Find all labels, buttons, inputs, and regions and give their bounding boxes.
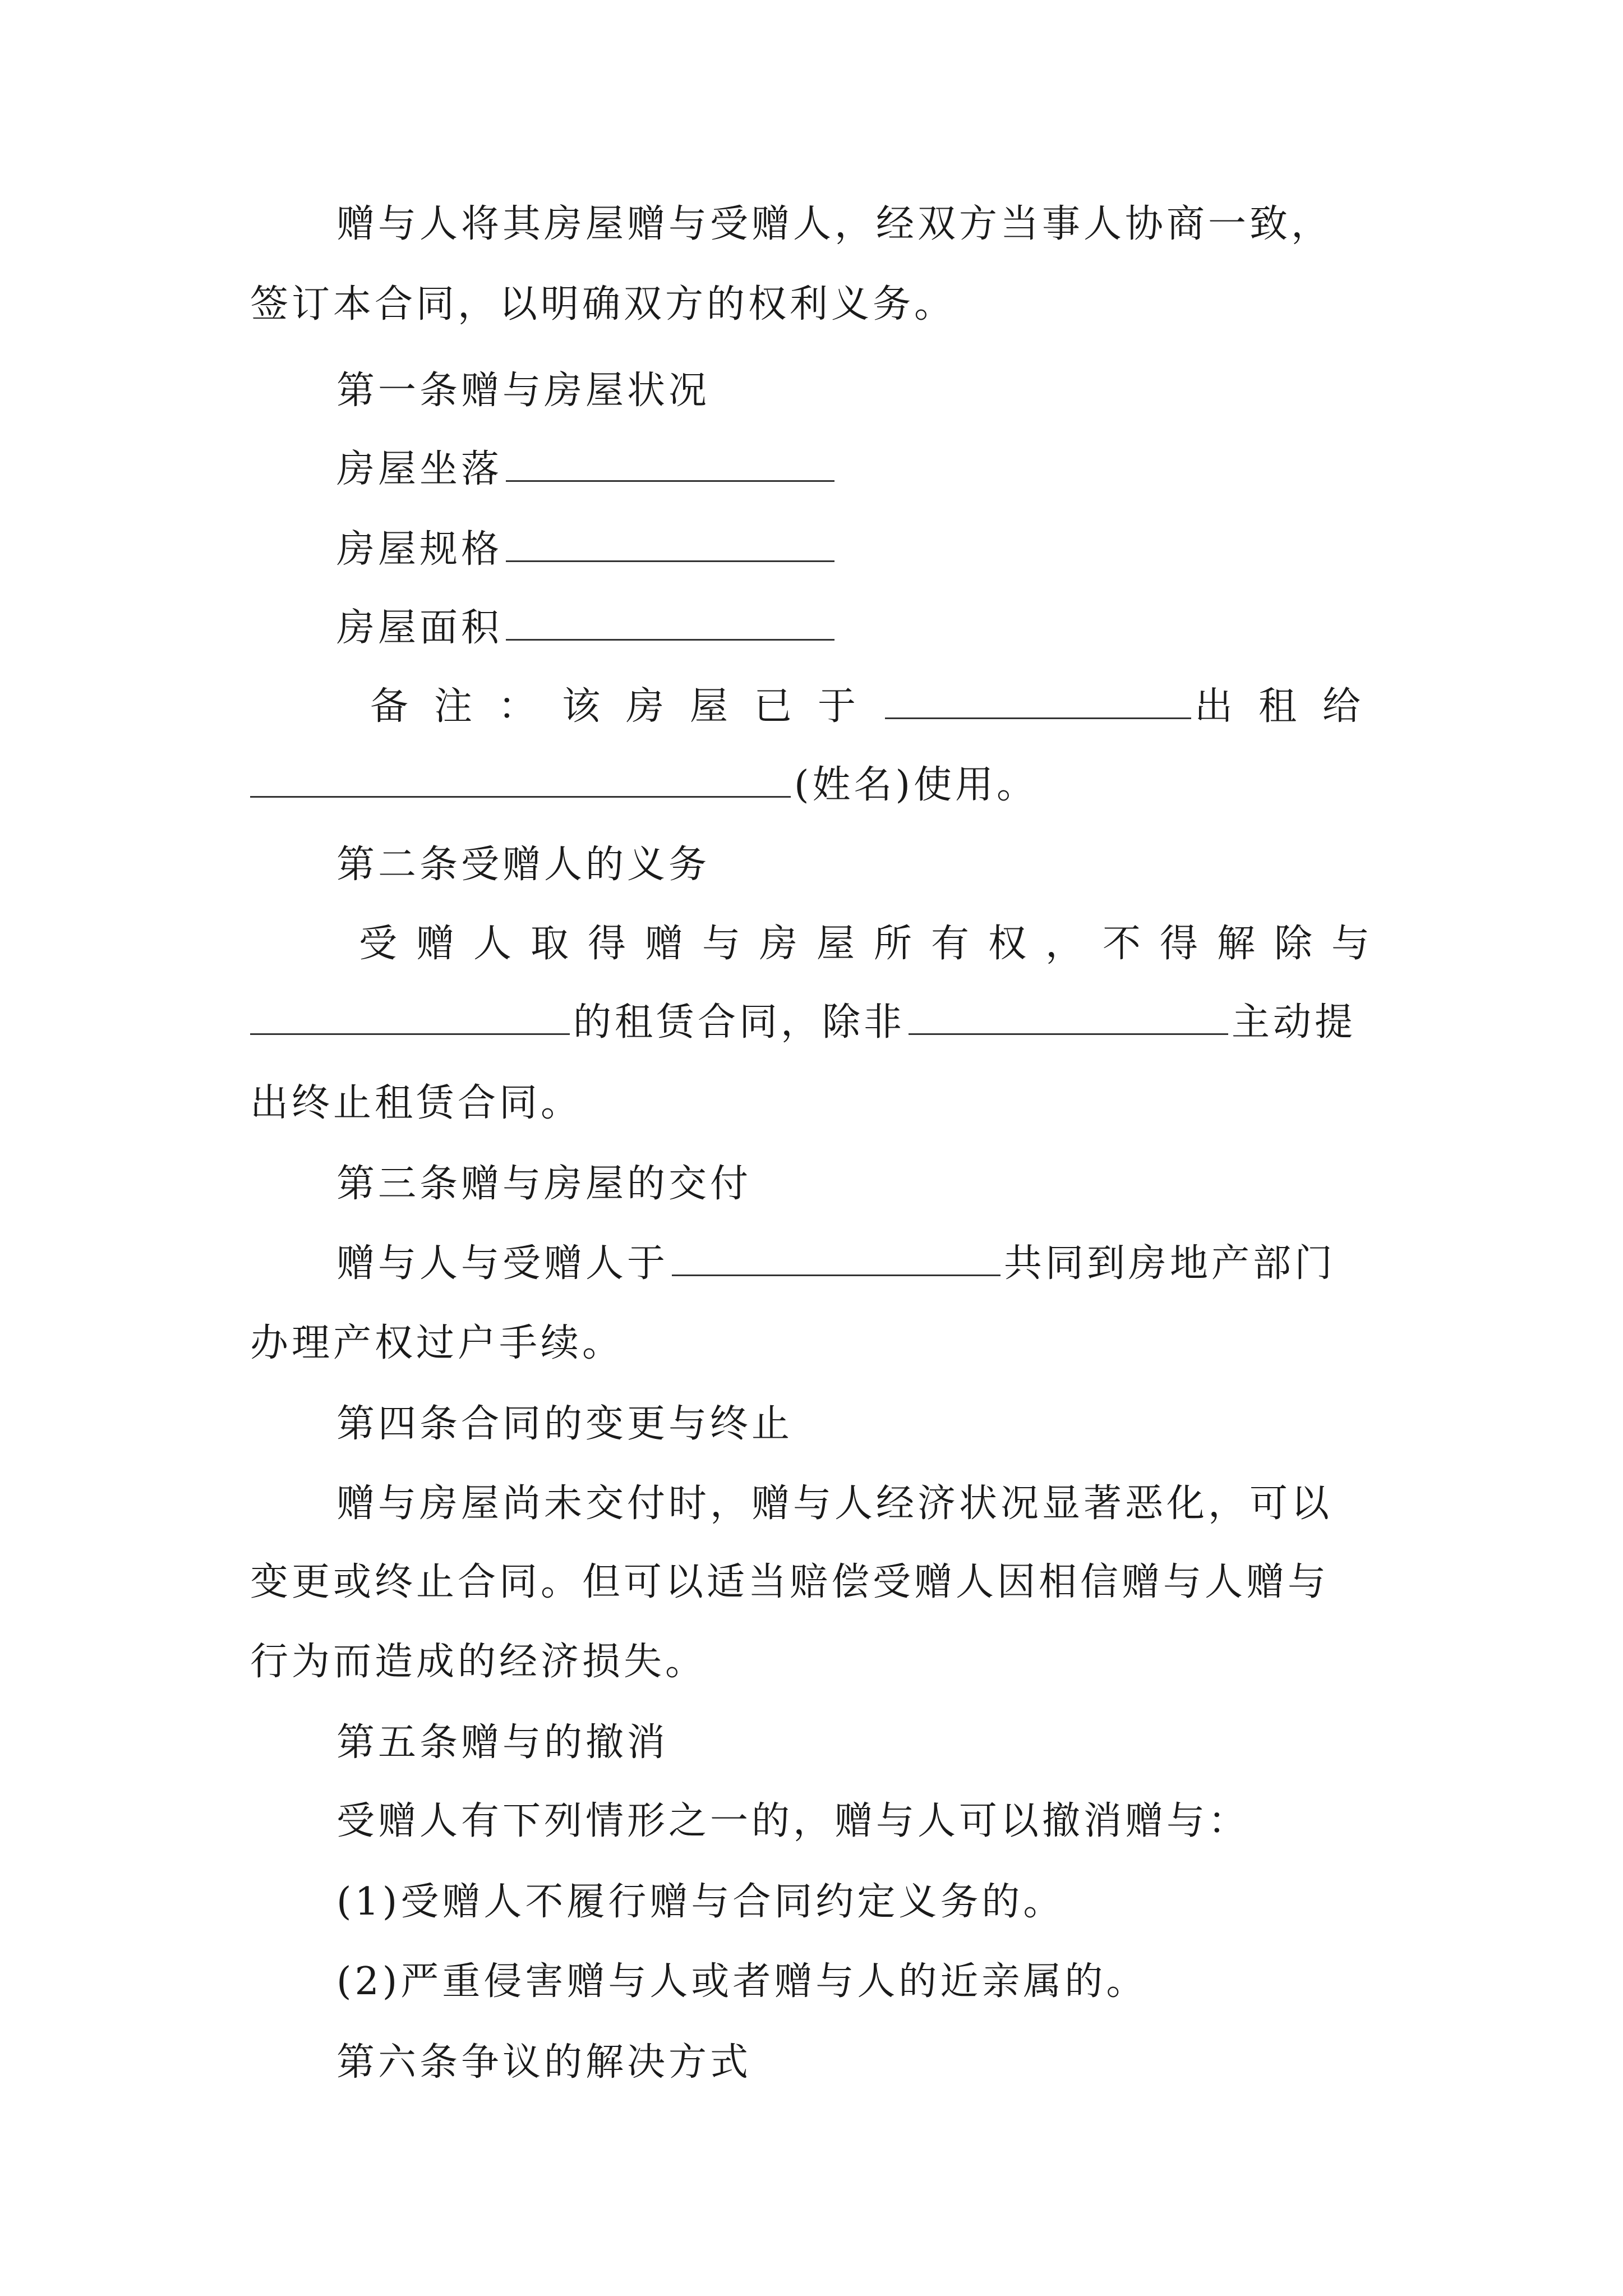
article-2-end: 主动提 [1232, 1000, 1357, 1045]
article-2-title: 第二条受赠人的义务 [336, 843, 711, 887]
intro-line-2: 签订本合同，以明确双方的权利义务。 [250, 282, 956, 326]
article-5-intro: 受赠人有下列情形之一的，赠与人可以撤消赠与： [336, 1799, 1250, 1843]
house-location-blank[interactable] [506, 445, 834, 482]
article-4-title: 第四条合同的变更与终止 [336, 1402, 794, 1446]
note-line-1 [370, 682, 1386, 732]
house-location-row [336, 444, 838, 495]
intro-line-1: 赠与人将其房屋赠与受赠人，经双方当事人协商一致， [336, 202, 1333, 246]
article-2-mid: 的租赁合同，除非 [573, 1000, 906, 1045]
article-1-title: 第一条赠与房屋状况 [336, 369, 711, 413]
article-6-title: 第六条争议的解决方式 [336, 2040, 752, 2085]
article-3-line-2: 办理产权过户手续。 [250, 1321, 624, 1365]
article-3-title: 第三条赠与房屋的交付 [336, 1162, 752, 1206]
transfer-date-blank[interactable] [672, 1240, 1000, 1276]
article-5-title: 第五条赠与的撤消 [336, 1720, 669, 1765]
note-prefix: 备注：该房屋已于 [370, 684, 882, 729]
house-area-blank[interactable] [506, 604, 834, 641]
note-date-blank[interactable] [885, 683, 1191, 719]
tenant-name-blank[interactable] [250, 761, 791, 798]
lease-party-blank[interactable] [250, 999, 570, 1035]
house-area-row [336, 603, 838, 654]
note-middle: 出租给 [1194, 684, 1386, 729]
note-line-2 [250, 760, 1038, 811]
article-3-prefix: 赠与人与受赠人于 [336, 1241, 669, 1286]
article-4-line-1: 赠与房屋尚未交付时，赠与人经济状况显著恶化，可以 [336, 1481, 1333, 1526]
house-spec-blank[interactable] [506, 526, 834, 562]
article-2-line-3: 出终止租赁合同。 [250, 1081, 583, 1125]
article-2-line-2 [250, 997, 1356, 1048]
house-location-label: 房屋坐落 [336, 447, 503, 491]
article-3-suffix: 共同到房地产部门 [1004, 1241, 1336, 1286]
house-spec-label: 房屋规格 [336, 527, 503, 572]
article-4-line-2: 变更或终止合同。但可以适当赔偿受赠人因相信赠与人赠与 [250, 1560, 1330, 1604]
house-spec-row [336, 524, 838, 575]
article-5-item-2: (2)严重侵害赠与人或者赠与人的近亲属的。 [336, 1959, 1148, 2004]
article-2-line-1: 受赠人取得赠与房屋所有权，不得解除与 [359, 922, 1389, 966]
house-area-label: 房屋面积 [336, 606, 503, 650]
note-suffix: (姓名)使用。 [794, 763, 1039, 807]
article-3-line-1 [336, 1239, 1336, 1289]
article-5-item-1: (1)受赠人不履行赠与合同约定义务的。 [336, 1880, 1065, 1924]
terminating-party-blank[interactable] [909, 999, 1228, 1035]
article-4-line-3: 行为而造成的经济损失。 [250, 1640, 707, 1684]
